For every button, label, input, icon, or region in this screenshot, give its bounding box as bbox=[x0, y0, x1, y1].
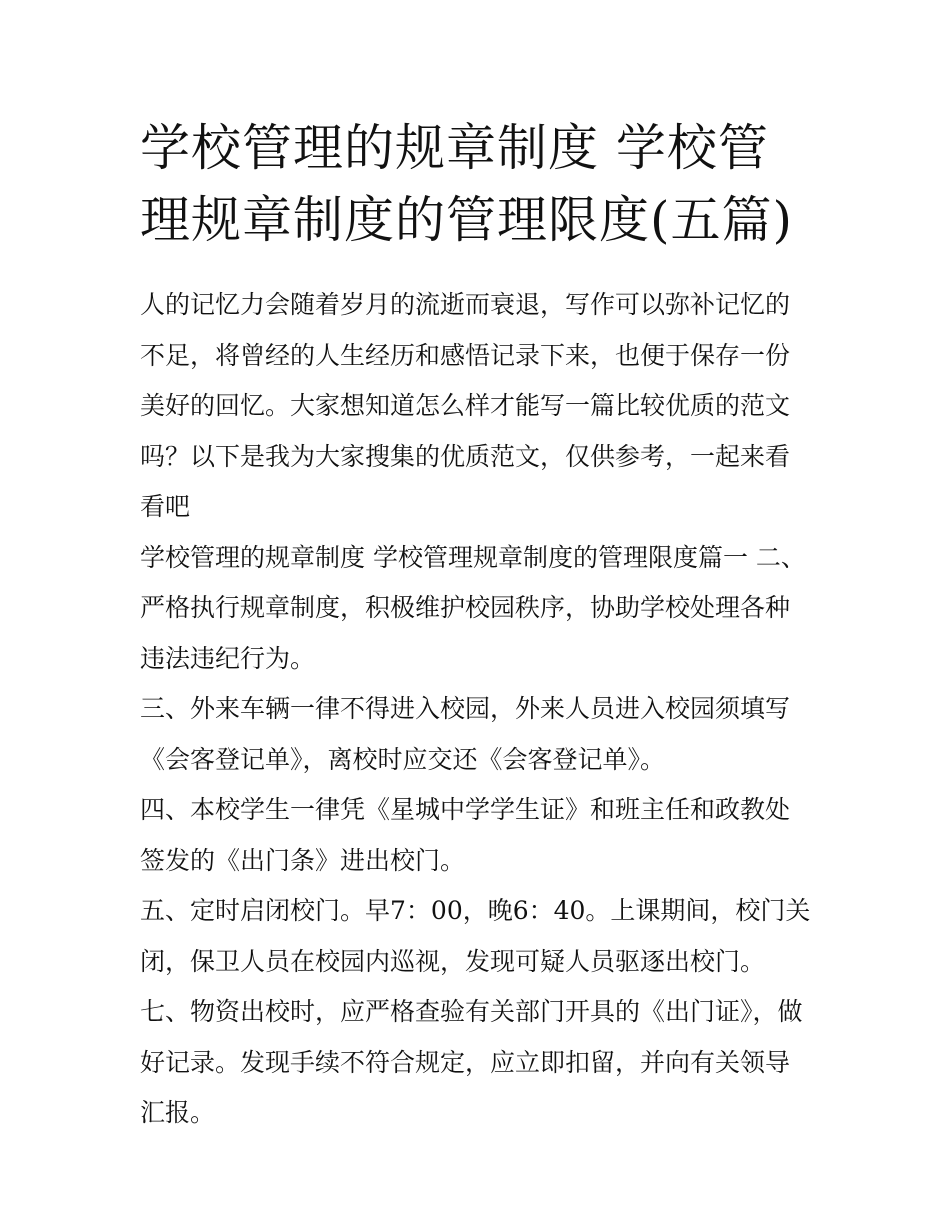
document-page bbox=[140, 112, 812, 1139]
paragraph-article-1: 学校管理的规章制度 学校管理规章制度的管理限度篇一 二、严格执行规章制度，积极维护校园秩序，协助学校处理各种违法违纪行为。 bbox=[140, 542, 806, 673]
document-title: 学校管理的规章制度 学校管理规章制度的管理限度(五篇) bbox=[140, 119, 794, 249]
paragraph-rule-7: 七、物资出校时，应严格查验有关部门开具的《出门证》，做好记录。发现手续不符合规定，应立即扣留，并向有关领导汇报。 bbox=[140, 997, 803, 1127]
paragraph-rule-4: 四、本校学生一律凭《星城中学学生证》和班主任和政教处签发的《出门条》进出校门。 bbox=[140, 795, 791, 875]
paragraph-rule-5: 五、定时启闭校门。早7：00，晚6：40。上课期间，校门关闭，保卫人员在校园内巡视，发现可疑人员驱逐出校门。 bbox=[140, 896, 811, 976]
paragraph-intro: 人的记忆力会随着岁月的流逝而衰退，写作可以弥补记忆的不足，将曾经的人生经历和感悟记录下来，也便于保存一份美好的回忆。大家想知道怎么样才能写一篇比较优质的范文吗？以下是我为大家搜集的优质范文，仅供参考，一起来看看吧 bbox=[140, 290, 791, 521]
paragraph-rule-3: 三、外来车辆一律不得进入校园，外来人员进入校园须填写《会客登记单》，离校时应交还《会客登记单》。 bbox=[140, 694, 791, 774]
